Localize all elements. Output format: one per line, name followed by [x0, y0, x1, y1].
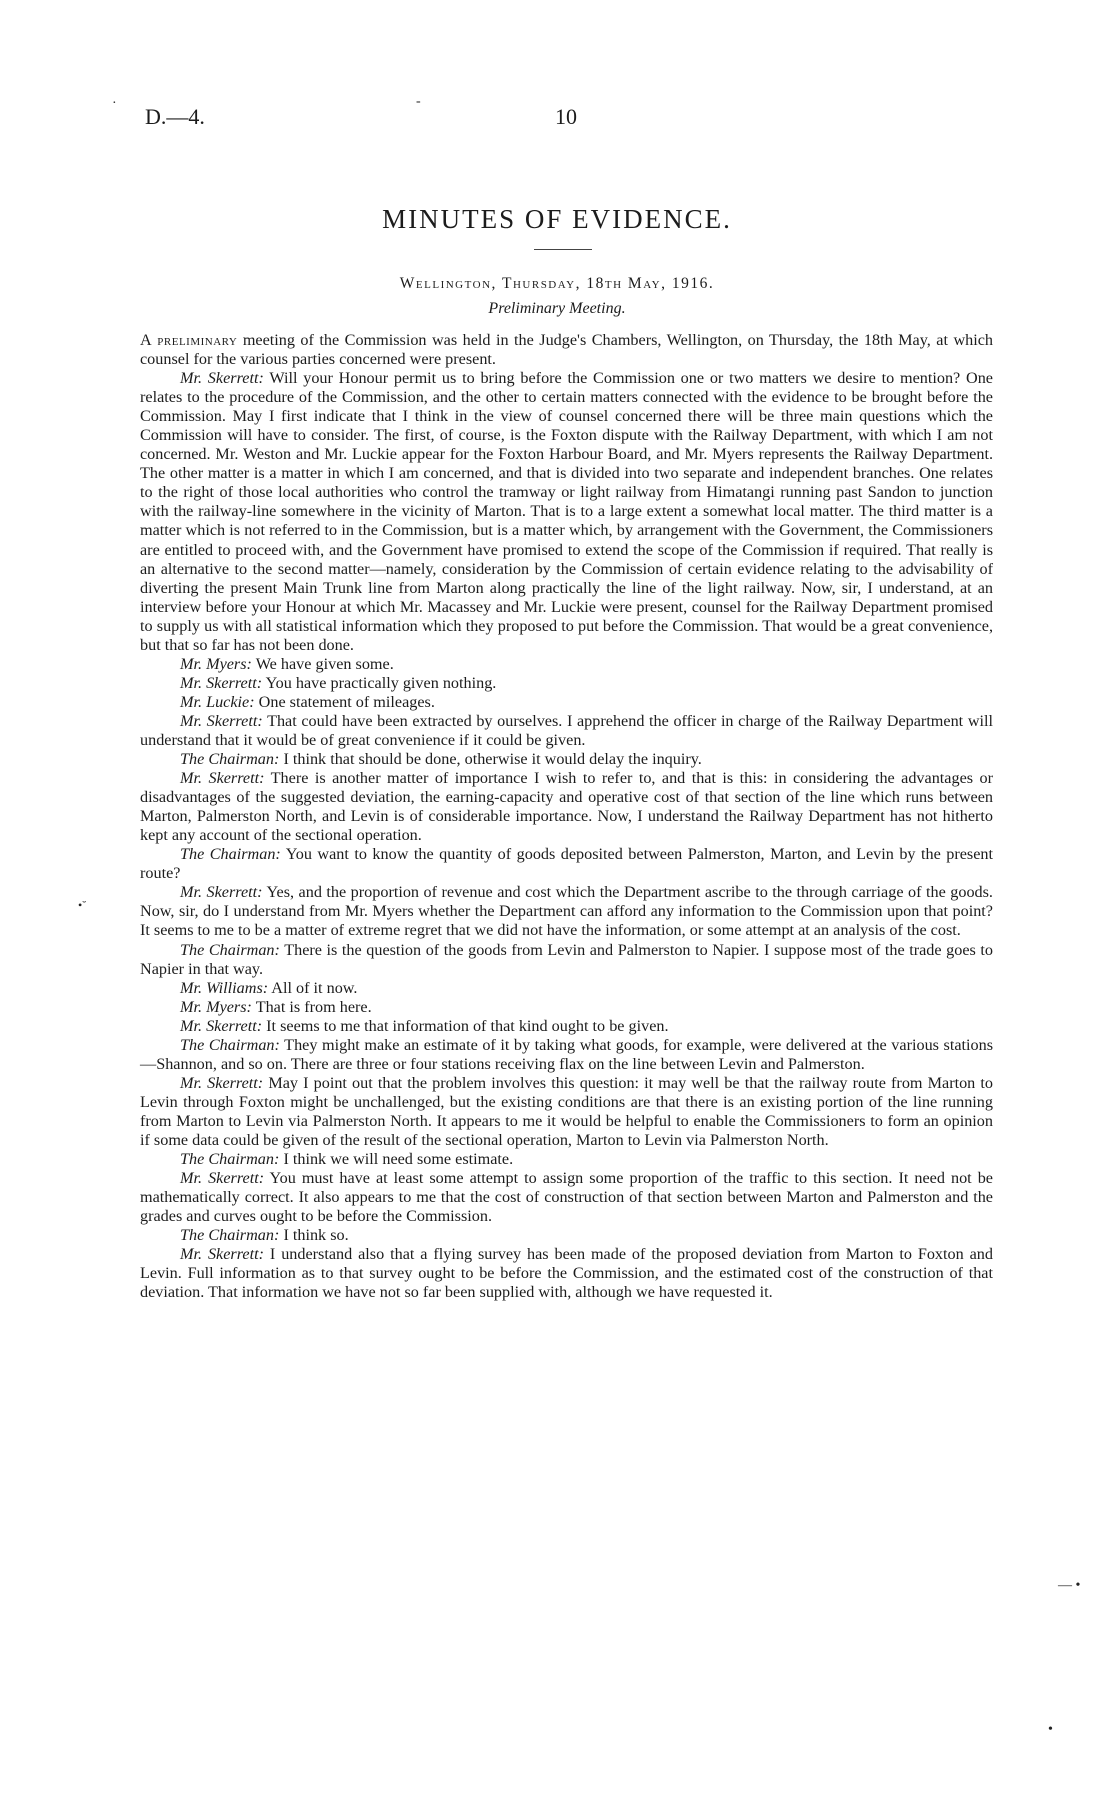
speaker-name: Mr. Skerrett:	[180, 883, 263, 902]
testimony-paragraph	[140, 845, 993, 883]
speaker-name: Mr. Skerrett:	[180, 1245, 264, 1264]
speaker-name: Mr. Williams:	[180, 978, 269, 997]
opening-text: meeting of the Commission was held in the Judge's Chambers, Wellington, on Thursday, the 18th May, at which counsel for the various parties concerned were present.	[140, 331, 994, 369]
testimony-paragraph	[140, 1150, 993, 1169]
speaker-name: The Chairman:	[180, 1035, 280, 1054]
testimony-paragraph	[140, 883, 993, 940]
testimony-text: One statement of mileages.	[254, 692, 435, 711]
testimony-text: They might make an estimate of it by taking what goods, for example, were delivered at the various stations—Shannon, and so on. There are three or four stations receiving flax on the line between Levin and Palmerston.	[140, 1035, 993, 1073]
speaker-name: The Chairman:	[180, 940, 280, 959]
stray-mark: ·	[112, 96, 117, 111]
testimony-text: There is the question of the goods from Levin and Palmerston to Napier. I suppose most of the trade goes to Napier in that way.	[140, 940, 993, 978]
testimony-paragraph	[140, 1074, 993, 1150]
testimony-text: That is from here.	[251, 997, 372, 1016]
testimony-paragraph	[140, 941, 993, 979]
speaker-name: The Chairman:	[180, 1150, 280, 1169]
testimony-paragraph	[140, 655, 993, 674]
testimony-paragraph	[140, 674, 993, 693]
testimony-paragraph	[140, 1036, 993, 1074]
testimony-text: You want to know the quantity of goods deposited between Palmerston, Marton, and Levin by the present route?	[140, 845, 993, 883]
speaker-name: The Chairman:	[180, 1226, 280, 1245]
testimony-paragraph	[140, 1245, 993, 1302]
testimony-paragraph	[140, 1226, 993, 1245]
testimony-text: We have given some.	[251, 654, 394, 673]
minutes-body	[140, 331, 993, 1302]
speaker-name: Mr. Myers:	[180, 654, 252, 673]
testimony-paragraph	[140, 1017, 993, 1036]
opening-paragraph	[140, 331, 993, 369]
title-divider	[534, 249, 592, 250]
testimony-text: There is another matter of importance I wish to refer to, and that is this: in considering the advantages or disadvantages of the suggested deviation, the earning-capacity and operative cost of that section of the line which runs between Marton, Palmerston North, and Levin is of considerable importance. Now, I understand the Railway Department has not hitherto kept any account of the sectional operation.	[140, 769, 993, 845]
opening-lead: A preliminary	[140, 331, 238, 349]
testimony-paragraph	[140, 769, 993, 845]
testimony-text: That could have been extracted by ourselves. I apprehend the officer in charge of the Railway Department will understand that it would be of great convenience if it could be given.	[140, 711, 994, 749]
speaker-name: Mr. Skerrett:	[180, 1016, 263, 1035]
testimony-text: I think so.	[279, 1226, 349, 1245]
speaker-name: Mr. Skerrett:	[180, 1169, 265, 1188]
testimony-text: I think that should be done, otherwise it would delay the inquiry.	[279, 750, 702, 769]
speaker-name: Mr. Myers:	[180, 997, 252, 1016]
testimony-text: All of it now.	[268, 978, 358, 997]
page-title: MINUTES OF EVIDENCE.	[382, 204, 732, 234]
testimony-paragraph	[140, 712, 993, 750]
margin-mark: — •	[1058, 1578, 1081, 1593]
speaker-name: The Chairman:	[180, 750, 280, 769]
testimony-text: May I point out that the problem involves this question: it may well be that the railway route from Marton to Levin through Foxton might be unchallenged, but the existing conditions are that there is an existing portion of the line running from Marton to Levin via Palmerston North. It appears to me it would be helpful to enable the Commissioners to form an opinion if some data could be given of the result of the sectional operation, Marton to Levin via Palmerston North.	[140, 1073, 993, 1149]
testimony-text: It seems to me that information of that kind ought to be given.	[262, 1016, 669, 1035]
stray-mark: -	[416, 94, 421, 109]
margin-mark: •	[1048, 1722, 1053, 1737]
testimony-text: Yes, and the proportion of revenue and cost which the Department ascribe to the through carriage of the goods. Now, sir, do I understand from Mr. Myers whether the Department can afford any information to the Commission upon that point? It seems to me to be a matter of extreme regret that we did not have the information, or some attempt at an analysis of the cost.	[140, 883, 993, 940]
subheading: Preliminary Meeting.	[488, 300, 626, 317]
speaker-name: Mr. Luckie:	[180, 692, 255, 711]
testimony-paragraph	[140, 1169, 993, 1226]
testimony-text: I think we will need some estimate.	[279, 1150, 514, 1169]
speaker-name: Mr. Skerrett:	[180, 369, 264, 388]
testimony-text: I understand also that a flying survey has been made of the proposed deviation from Marton to Foxton and Levin. Full information as to that survey ought to be before the Commission, and the estimated cost of the construction of that deviation. That information we have not so far been supplied with, although we have requested it.	[140, 1245, 993, 1302]
speaker-name: The Chairman:	[180, 845, 281, 864]
dateline: Wellington, Thursday, 18th May, 1916.	[399, 275, 715, 292]
page-number: 10	[555, 104, 577, 129]
testimony-paragraph	[140, 750, 993, 769]
margin-mark: •˘	[78, 898, 87, 912]
speaker-name: Mr. Skerrett:	[180, 1073, 264, 1092]
testimony-text: Will your Honour permit us to bring before the Commission one or two matters we desire to mention? One relates to the procedure of the Commission, and the other to certain matters connected with the evidence to be brought before the Commission. May I first indicate that I think in the view of counsel concerned there will be three main questions which the Commission will have to consider. The first, of course, is the Foxton dispute with the Railway Department, with which I am not concerned. Mr. Weston and Mr. Luckie appear for the Foxton Harbour Board, and Mr. Myers represents the Railway Department. The other matter is a matter in which I am concerned, and that is divided into two separate and independent branches. One relates to the right of those local authorities who control the tramway or light railway from Himatangi running past Sandon to junction with the railway-line somewhere in the vicinity of Marton. That is to a large extent a somewhat local matter. The third matter is a matter which is not referred to in the Commission, but is a matter which, by arrangement with the Government, the Commissioners are entitled to proceed with, and the Government have promised to extend the scope of the Commission if required. That really is an alternative to the second matter—namely, consideration by the Commission of certain evidence relating to the advisability of diverting the present Main Trunk line from Marton along practically the line of the light railway. Now, sir, I understand, at an interview before your Honour at which Mr. Macassey and Mr. Luckie were present, counsel for the Railway Department promised to supply us with all statistical information which they proposed to put before the Commission. That would be a great convenience, but that so far has not been done.	[140, 369, 993, 654]
speaker-name: Mr. Skerrett:	[180, 769, 265, 788]
testimony-paragraph	[140, 979, 993, 998]
speaker-name: Mr. Skerrett:	[180, 673, 263, 692]
testimony-text: You have practically given nothing.	[262, 673, 497, 692]
testimony-text: You must have at least some attempt to assign some proportion of the traffic to this section. It need not be mathematically correct. It also appears to me that the cost of construction of that section between Marton and Palmerston and the grades and curves ought to be before the Commission.	[140, 1169, 993, 1226]
testimony-paragraph	[140, 693, 993, 712]
speaker-name: Mr. Skerrett:	[180, 711, 263, 730]
document-reference: D.—4.	[145, 104, 205, 129]
testimony-paragraph	[140, 369, 993, 655]
testimony-paragraph	[140, 998, 993, 1017]
